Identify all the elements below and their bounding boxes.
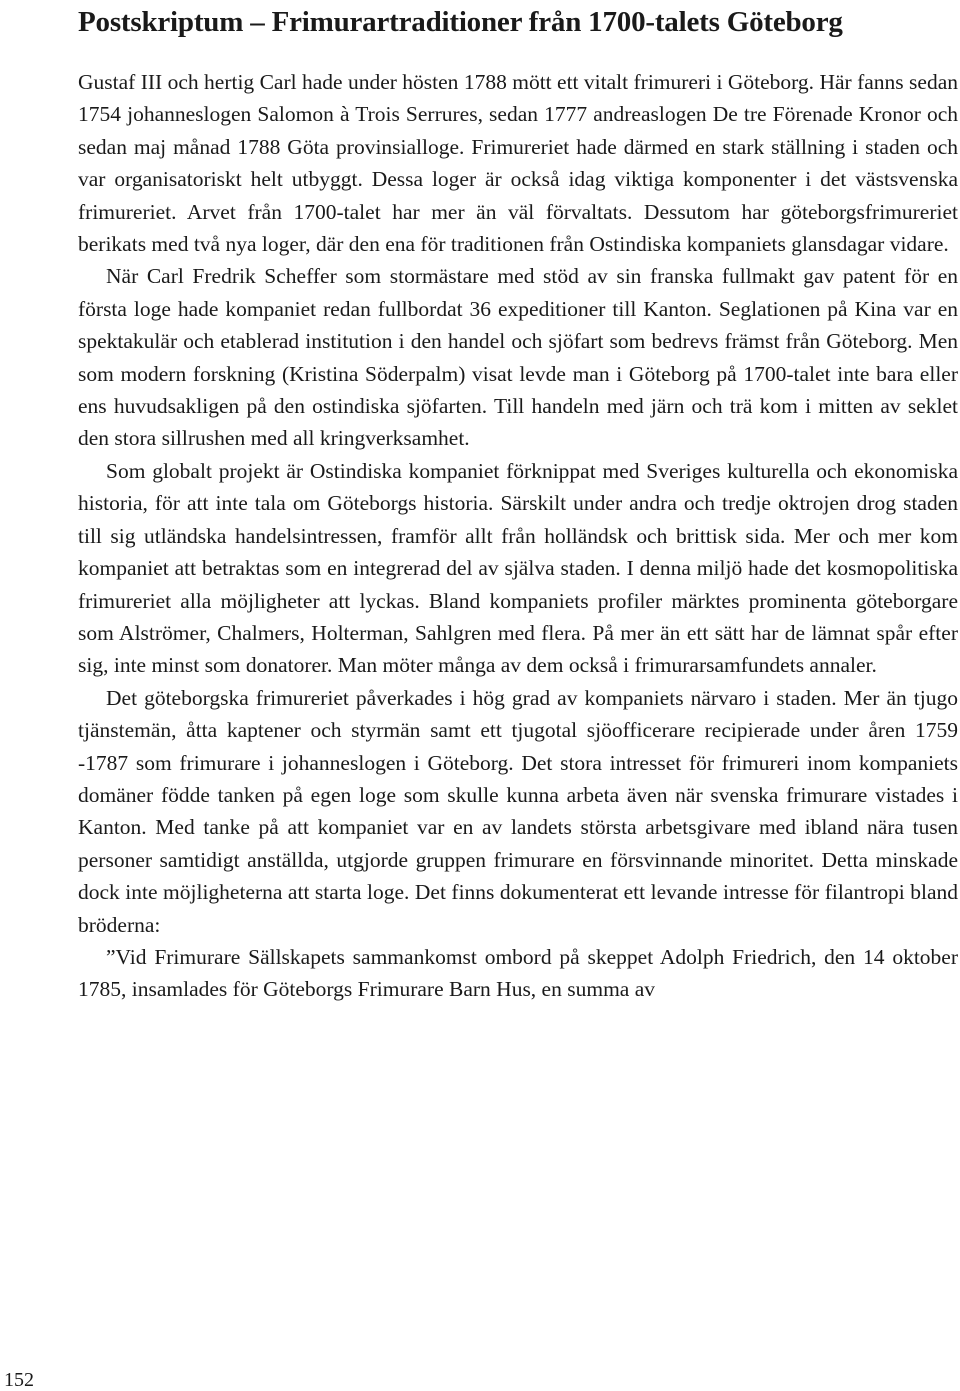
quote-paragraph: ”Vid Frimurare Sällskapets sammankomst ombord på skeppet Adolph Friedrich, den 14 oktober 1785, insamlades för Göteborgs Frimurare Barn Hus, en summa av [78,944,958,1002]
paragraph: När Carl Fredrik Scheffer som stormästare med stöd av sin franska fullmakt gav patent för en första loge hade kompaniet redan fullbordat 36 expeditioner till Kanton. Seglationen på Kina var en spektakulär och etablerad institution i den handel och sjöfart som bedrevs främst från Göteborg. Men som modern forskning (Kristina Söderpalm) visat levde man i Göteborg på 1700-talet inte bara eller ens huvudsakligen på den ostindiska sjöfarten. Till handeln med järn och trä kom i mitten av seklet den stora sillrushen med all kringverksamhet. [78,264,958,451]
page-number: 152 [4,1369,34,1391]
paragraph: Som globalt projekt är Ostindiska kompaniet förknippat med Sveriges kulturella och ekonomiska historia, för att inte tala om Göteborgs historia. Särskilt under andra och tredje oktrojen drog staden till sig utländska handelsintressen, framför allt från holländsk och brittisk sida. Mer och mer kom kompaniet att betraktas som en integrerad del av själva staden. I denna miljö hade det kosmopolitiska frimureriet alla möjligheter att lyckas. Bland kompaniets profiler märktes prominenta göteborgare som Alströmer, Chalmers, Holterman, Sahlgren med flera. På mer än ett sätt har de lämnat spår efter sig, inte minst som donatorer. Man möter många av dem också i frimurarsamfundets annaler. [78,458,958,678]
paragraph: Det göteborgska frimureriet påverkades i hög grad av kompaniets närvaro i staden. Mer än tjugo tjänstemän, åtta kaptener och styrmän samt ett tjugotal sjöofficerare recipierade under åren 1759 -1787 som frimurare i johanneslogen i Göteborg. Det stora intresset för frimureri inom kompaniets domäner födde tanken på egen loge som skulle kunna arbeta även när svenska frimurare vistades i Kanton. Med tanke på att kompaniet var en av landets största arbetsgivare med ibland nära tusen personer samtidigt anställda, utgjorde gruppen frimurare en försvinnande minoritet. Detta minskade dock inte möjligheterna att starta loge. Det finns dokumenterat ett levande intresse för filantropi bland bröderna: [78,685,958,937]
body-text [78,66,958,1006]
page-title: Postskriptum – Frimurartraditioner från 1700-talets Göteborg [78,6,843,38]
paragraph: Gustaf III och hertig Carl hade under hösten 1788 mött ett vitalt frimureri i Göteborg. Här fanns sedan 1754 johanneslogen Salomon à Trois Serrures, sedan 1777 andreaslogen De tre Förenade Kronor och sedan maj månad 1788 Göta provinsialloge. Frimureriet hade därmed en stark ställning i staden och var organisatoriskt helt utbyggt. Dessa loger är också idag viktiga komponenter i det västsvenska frimureriet. Arvet från 1700-talet har mer än väl förvaltats. Dessutom har göteborgsfrimureriet berikats med två nya loger, där den ena för traditionen från Ostindiska kompaniets glansdagar vidare. [78,70,958,257]
